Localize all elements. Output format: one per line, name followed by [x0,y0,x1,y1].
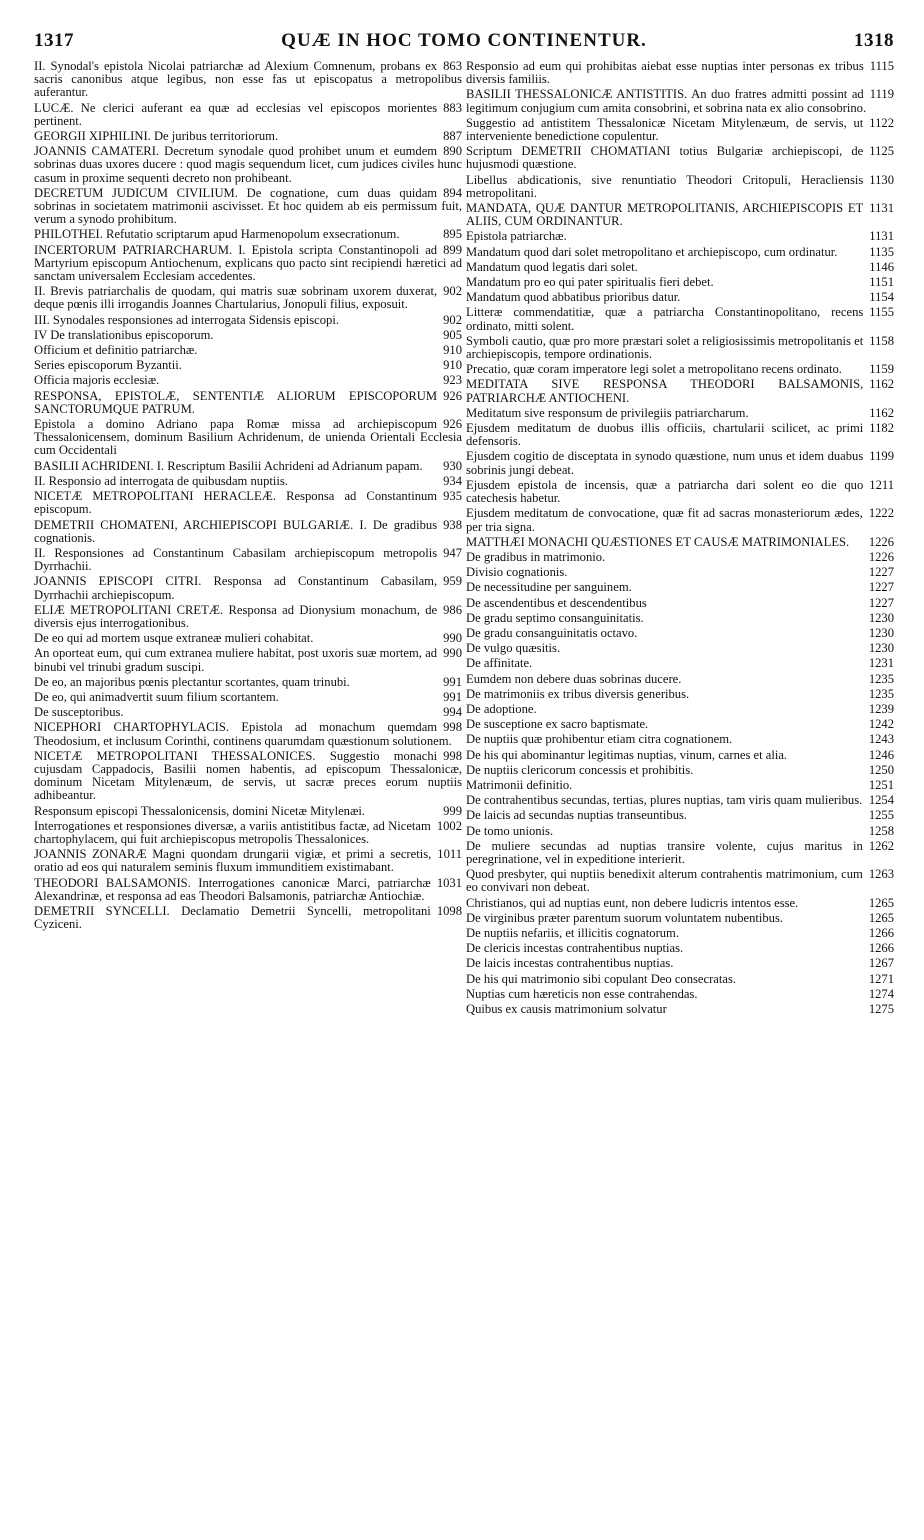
contents-entry [466,378,894,404]
contents-entry [466,897,894,910]
entry-page-number: 1226 [868,549,894,564]
contents-entry [466,642,894,655]
entry-text: De nuptiis quæ prohibentur etiam citra cognationem. [466,732,733,747]
running-header [34,30,894,58]
entry-text: De nuptiis clericorum concessis et prohibitis. [466,762,694,777]
contents-entry [34,490,462,516]
contents-entry [466,291,894,304]
entry-text: Symboli cautio, quæ pro more præstari solet a religiosissimis metropolitanis et archiepiscopis, tempore ordinationis. [466,333,864,362]
entry-page-number: 1255 [868,808,894,823]
contents-entry [34,647,462,673]
entry-text: JOANNIS ZONARÆ Magni quondam drungarii vigiæ, et primi a secretis, oratio ad eos qui naturalem seminis fluxum immunditiem existimabant. [34,847,432,875]
contents-entry [466,794,894,807]
entry-text: De ascendentibus et descendentibus [466,595,647,610]
entry-page-number: 1275 [868,1002,894,1016]
entry-page-number: 991 [443,674,462,689]
entry-page-number: 990 [443,646,462,661]
entry-text: Mandatum pro eo qui pater spiritualis fieri debet. [466,275,714,290]
contents-entry [466,988,894,1001]
contents-entry [34,706,462,719]
entry-page-number: 1246 [868,747,894,762]
entry-text: De tomo unionis. [466,823,554,838]
contents-entry [34,721,462,747]
contents-entry [466,246,894,259]
contents-entry [34,547,462,573]
contents-entry [466,306,894,332]
contents-entry [34,848,462,874]
entry-page-number: 883 [443,100,462,115]
contents-entry [466,202,894,228]
entry-page-number: 1254 [868,793,894,808]
entry-text: Quod presbyter, qui nuptiis benedixit alterum contrahentis matrimonium, cum eo convivari non debeat. [466,867,863,895]
contents-entry [34,359,462,372]
contents-entry [466,688,894,701]
contents-entry [34,820,462,846]
contents-entry [34,460,462,473]
entry-text: MANDATA, QUÆ DANTUR METROPOLITANIS, ARCHIEPISCOPIS ET ALIIS, CUM ORDINANTUR. [466,201,864,229]
entry-page-number: 1131 [869,229,894,244]
entry-text: De nuptiis nefariis, et illicitis cognatorum. [466,925,679,940]
entry-page-number: 1159 [869,362,894,377]
entry-page-number: 1131 [869,201,894,216]
entry-page-number: 1271 [868,971,894,986]
entry-text: III. Synodales responsiones ad interrogata Sidensis episcopi. [34,312,339,327]
left-column [34,60,462,1018]
entry-text: De affinitate. [466,656,533,671]
entry-page-number: 1130 [869,172,894,187]
entry-text: ELIÆ METROPOLITANI CRETÆ. Responsa ad Dionysium monachum, de diversis ejus interrogationibus. [34,602,438,630]
entry-text: Quibus ex causis matrimonium solvatur [466,1002,667,1016]
entry-page-number: 1151 [869,275,894,290]
contents-entry [34,130,462,143]
entry-text: II. Brevis patriarchalis de quodam, qui matris suæ sobrinam uxorem duxerat, deque pœnis illi irrogandis Joannes Chartularius, Jonopuli filius, exposuit. [34,284,438,312]
entry-text: Ejusdem cogitio de disceptata in synodo quæstione, num unus et idem duabus sobrinis jungi debeat. [466,449,864,477]
entry-text: De susceptione ex sacro baptismate. [466,717,649,732]
entry-text: DECRETUM JUDICUM CIVILIUM. De cognatione, cum duas quidam sobrinas in societatem matrimonii ascivisset. Et hoc quidem ab eis permissum fuit, verum a synodo prohibitum. [34,185,462,227]
entry-text: Christianos, qui ad nuptias eunt, non debere ludicris intentos esse. [466,895,799,910]
entry-text: De vulgo quæsitis. [466,641,561,656]
entry-page-number: 1182 [869,421,894,436]
contents-entry [466,927,894,940]
entry-text: Ejusdem meditatum de convocatione, quæ fit ad sacras monasteriorum ædes, per tria signa. [466,506,863,534]
entry-text: DEMETRII CHOMATENI, ARCHIEPISCOPI BULGARIÆ. I. De gradibus cognationis. [34,517,438,545]
entry-page-number: 1146 [869,259,894,274]
contents-entry [466,230,894,243]
contents-entry [466,868,894,894]
contents-entry [466,612,894,625]
entry-page-number: 1235 [868,671,894,686]
contents-entry [466,566,894,579]
contents-entry [466,840,894,866]
entry-text: II. Responsio ad interrogata de quibusdam nuptiis. [34,473,288,488]
contents-entry [34,145,462,185]
entry-text: II. Responsiones ad Constantinum Cabasilam archiepiscopum metropolis Dyrrhachii. [34,545,438,574]
entry-text: LUCÆ. Ne clerici auferant ea quæ ad ecclesias vel episcopos morientes pertinent. [34,100,438,128]
entry-page-number: 905 [443,327,462,342]
entry-text: Precatio, quæ coram imperatore legi solet a metropolitano recens ordinato. [466,362,842,377]
entry-text: II. Synodal's epistola Nicolai patriarchæ ad Alexium Comnenum, probans ex sacris canonibus atque legibus, non esse fas ut episcopatus a metropolibus auferantur. [34,59,462,100]
contents-entry [466,779,894,792]
running-title: QUÆ IN HOC TOMO CONTINENTUR. [281,30,647,51]
contents-entry [34,632,462,645]
contents-entry [34,314,462,327]
entry-text: De clericis incestas contrahentibus nuptias. [466,941,684,956]
entry-text: Mandatum quod abbatibus prioribus datur. [466,290,681,305]
entry-text: Responsio ad eum qui prohibitas aiebat esse nuptias inter personas ex tribus diversis familiis. [466,59,864,87]
entry-text: NICETÆ METROPOLITANI HERACLEÆ. Responsa ad Constantinum episcopum. [34,489,438,517]
contents-entry [466,957,894,970]
entry-page-number: 935 [443,489,462,504]
entry-page-number: 910 [443,343,462,358]
entry-text: Series episcoporum Byzantii. [34,358,182,373]
entry-page-number: 1222 [868,506,894,521]
contents-entry [34,418,462,458]
entry-page-number: 902 [443,312,462,327]
entry-text: De susceptoribus. [34,705,124,720]
entry-text: De eo qui ad mortem usque extraneæ mulieri cohabitat. [34,631,314,646]
entry-page-number: 1031 [436,875,462,890]
entry-text: De eo, an majoribus pœnis plectantur scortantes, quam trinubi. [34,674,350,689]
contents-entry [466,1003,894,1016]
entry-page-number: 1122 [869,115,894,130]
contents-entry [34,604,462,630]
contents-entry [466,261,894,274]
entry-page-number: 934 [443,473,462,488]
entry-page-number: 1226 [868,534,894,549]
entry-text: NICEPHORI CHARTOPHYLACIS. Epistola ad monachum quemdam Theodosium, et inclusum Corinthi, continens quarumdam quæstionum solutionem. [34,720,452,748]
entry-text: Meditatum sive responsum de privilegiis patriarcharum. [466,405,749,420]
entry-text: Libellus abdicationis, sive renuntiatio Theodori Critopuli, Heracliensis metropolitani. [466,172,864,200]
entry-page-number: 1250 [868,762,894,777]
entry-page-number: 1230 [868,610,894,625]
entry-page-number: 1211 [869,477,894,492]
entry-text: Epistola a domino Adriano papa Romæ missa ad archiepiscopum Thessalonicensem, dominum Basilium Achridenum, de unienda Orientali Ecclesia cum Occidentali [34,417,462,458]
entry-text: Ejusdem epistola de incensis, quæ a patriarcha dari solent eo die quo catechesis habetur. [466,477,864,506]
entry-page-number: 895 [443,227,462,242]
entry-page-number: 1239 [868,701,894,716]
contents-entry [34,244,462,284]
entry-page-number: 930 [443,458,462,473]
contents-entry [34,344,462,357]
entry-page-number: 887 [443,129,462,144]
entry-text: BASILII ACHRIDENI. I. Rescriptum Basilii Achrideni ad Adrianum papam. [34,458,423,473]
entry-page-number: 998 [443,720,462,735]
contents-entry [466,809,894,822]
entry-text: Officia majoris ecclesiæ. [34,373,160,388]
entry-page-number: 1242 [868,717,894,732]
entry-page-number: 1115 [869,59,894,73]
contents-entry [466,703,894,716]
contents-entry [34,676,462,689]
entry-text: De necessitudine per sanguinem. [466,580,632,595]
contents-entry [466,825,894,838]
entry-page-number: 926 [443,417,462,432]
entry-page-number: 998 [443,748,462,763]
entry-page-number: 1119 [869,87,894,102]
contents-entry [34,390,462,416]
entry-page-number: 1155 [869,305,894,320]
contents-entry [34,575,462,601]
entry-page-number: 947 [443,545,462,560]
entry-text: THEODORI BALSAMONIS. Interrogationes canonicæ Marci, patriarchæ Alexandrinæ, et responsa ad eas Theodori Balsamonis, patriarchæ Antiochiæ. [34,875,431,903]
left-page-number: 1317 [34,30,74,51]
contents-entry [34,691,462,704]
entry-text: JOANNIS CAMATERI. Decretum synodale quod prohibet unum et eumdem sobrinas duas uxores ducere : quod magis sequendum licet, cum judices civiles hunc casum in proxime sequenti decreto non prohibeant. [34,144,462,185]
contents-entry [466,117,894,143]
contents-entry [466,551,894,564]
entry-text: De virginibus præter parentum suorum voluntatem nubentibus. [466,910,784,925]
entry-page-number: 1227 [868,595,894,610]
contents-entry [34,877,462,903]
contents-entry [34,60,462,100]
entry-text: Officium et definitio patriarchæ. [34,343,198,358]
contents-entry [34,329,462,342]
entry-page-number: 1162 [869,377,894,392]
entry-page-number: 1235 [868,686,894,701]
entry-text: BASILII THESSALONICÆ ANTISTITIS. An duo fratres admitti possint ad legitimum conjugium cum amita consobrini, et sobrina nata ex alio consobrino. [466,87,867,115]
contents-entry [466,422,894,448]
entry-page-number: 894 [443,185,462,200]
contents-entry [466,597,894,610]
contents-entry [466,673,894,686]
contents-entry [34,187,462,227]
entry-text: PHILOTHEI. Refutatio scriptarum apud Harmenopolum exsecrationum. [34,227,400,242]
entry-page-number: 1265 [868,895,894,910]
entry-page-number: 910 [443,358,462,373]
entry-page-number: 986 [443,602,462,617]
entry-text: NICETÆ METROPOLITANI THESSALONICES. Suggestio monachi cujusdam Cappadocis, Basilii nomen habentis, ad episcopum Thessalonicæ, dominum Nicetam Mitylenæum, de servis, ut sacræ preces eorum nuptiis adhibeantur. [34,748,462,803]
entry-text: Interrogationes et responsiones diversæ, a variis antistitibus factæ, ad Nicetam chartophylacem, qui fuit archiepiscopus metropolis Thessalonices. [34,818,431,846]
entry-page-number: 1199 [869,449,894,464]
entry-text: De gradu consanguinitatis octavo. [466,625,638,640]
right-column [466,60,894,1018]
contents-entry [466,276,894,289]
contents-entry [466,479,894,505]
entry-page-number: 890 [443,144,462,159]
contents-entry [466,407,894,420]
entry-page-number: 991 [443,689,462,704]
entry-text: De eo, qui animadvertit suum filium scortantem. [34,689,279,704]
entry-page-number: 1227 [868,565,894,580]
entry-text: Matrimonii definitio. [466,777,573,792]
entry-page-number: 899 [443,242,462,257]
entry-page-number: 1265 [868,910,894,925]
entry-page-number: 1098 [436,903,462,918]
entry-text: Responsum episcopi Thessalonicensis, domini Nicetæ Mitylenæi. [34,803,366,818]
entry-text: De laicis incestas contrahentibus nuptias. [466,956,674,971]
entry-page-number: 1154 [869,290,894,305]
contents-entry [34,905,462,931]
entry-page-number: 1158 [869,333,894,348]
contents-entry [34,805,462,818]
entry-page-number: 1262 [868,838,894,853]
contents-entry [34,475,462,488]
entry-page-number: 1243 [868,732,894,747]
entry-text: Suggestio ad antistitem Thessalonicæ Nicetam Mitylenæum, de servis, ut interveniente benedictione copulentur. [466,115,864,144]
contents-entry [466,942,894,955]
contents-entry [34,102,462,128]
entry-text: DEMETRII SYNCELLI. Declamatio Demetrii Syncelli, metropolitani Cyziceni. [34,903,431,932]
entry-text: INCERTORUM PATRIARCHARUM. I. Epistola scripta Constantinopoli ad Martyrium episcopum Antiochenum, explicans quo pacto sint recipiendi hæretici ad sanctam universalem Ecclesiam accedentes. [34,242,462,284]
right-page-number: 1318 [853,30,894,51]
entry-text: Eumdem non debere duas sobrinas ducere. [466,671,682,686]
contents-entry [466,657,894,670]
entry-page-number: 1263 [868,867,894,882]
entry-text: De adoptione. [466,701,537,716]
entry-page-number: 959 [443,574,462,589]
entry-page-number: 923 [443,373,462,388]
entry-page-number: 999 [443,803,462,818]
entry-text: De contrahentibus secundas, tertias, plures nuptias, tam viris quam mulieribus. [466,793,863,808]
contents-entry [466,60,894,86]
contents-entry [466,718,894,731]
entry-page-number: 1230 [868,625,894,640]
entry-text: Scriptum DEMETRII CHOMATIANI totius Bulgariæ archiepiscopi, de hujusmodi quæstione. [466,144,864,172]
entry-text: Epistola patriarchæ. [466,229,567,244]
entry-page-number: 1002 [436,818,462,833]
entry-page-number: 1227 [868,580,894,595]
entry-text: De gradibus in matrimonio. [466,549,606,564]
contents-entry [466,507,894,533]
entry-page-number: 1011 [437,847,462,862]
entry-text: Nuptias cum hæreticis non esse contrahendas. [466,986,698,1001]
entry-text: MEDITATA SIVE RESPONSA THEODORI BALSAMONIS, PATRIARCHÆ ANTIOCHENI. [466,377,864,405]
entry-text: Litteræ commendatitiæ, quæ a patriarcha Constantinopolitano, recens ordinato, mitti solent. [466,305,864,333]
contents-entry [466,363,894,376]
contents-entry [34,228,462,241]
entry-page-number: 1267 [868,956,894,971]
contents-entry [466,450,894,476]
contents-entry [466,88,894,114]
contents-entry [466,174,894,200]
contents-entry [466,145,894,171]
entry-page-number: 1274 [868,986,894,1001]
entry-text: De gradu septimo consanguinitatis. [466,610,644,625]
entry-page-number: 863 [443,59,462,73]
entry-text: IV De translationibus episcoporum. [34,327,214,342]
entry-text: JOANNIS EPISCOPI CITRI. Responsa ad Constantinum Cabasilam, Dyrrhachii archiepiscopum. [34,574,438,602]
entry-text: Mandatum quod dari solet metropolitano et archiepiscopo, cum ordinatur. [466,244,838,259]
entry-page-number: 1266 [868,941,894,956]
entry-page-number: 1125 [869,144,894,159]
entry-page-number: 1162 [869,405,894,420]
entry-text: De his qui matrimonio sibi copulant Deo consecratas. [466,971,737,986]
entry-text: De muliere secundas ad nuptias transire volente, cujus maritus in peregrinatione, vel in expeditione interierit. [466,838,863,866]
entry-page-number: 1266 [868,925,894,940]
entry-page-number: 994 [443,705,462,720]
entry-text: An oporteat eum, qui cum extranea muliere habitat, post uxoris suæ mortem, ad binubi vel trinubi gradum suscipi. [34,646,438,674]
contents-entry [466,335,894,361]
entry-text: Divisio cognationis. [466,565,568,580]
entry-page-number: 926 [443,388,462,403]
contents-entry [466,536,894,549]
entry-text: Ejusdem meditatum de duobus illis officiis, chartularii scilicet, ac primi defensoris. [466,421,864,449]
contents-entry [34,519,462,545]
entry-page-number: 902 [443,284,462,299]
contents-entry [34,374,462,387]
entry-page-number: 1251 [868,777,894,792]
entry-text: Mandatum quod legatis dari solet. [466,259,638,274]
entry-text: RESPONSA, EPISTOLÆ, SENTENTIÆ ALIORUM EPISCOPORUM SANCTORUMQUE PATRUM. [34,388,438,416]
entry-text: De matrimoniis ex tribus diversis generibus. [466,686,690,701]
entry-page-number: 1230 [868,641,894,656]
contents-entry [466,749,894,762]
entry-page-number: 1258 [868,823,894,838]
contents-entry [466,764,894,777]
entry-page-number: 990 [443,631,462,646]
entry-text: De his qui abominantur legitimas nuptias, vinum, carnes et alia. [466,747,788,762]
entry-page-number: 1231 [868,656,894,671]
entry-text: De laicis ad secundas nuptias transeuntibus. [466,808,688,823]
contents-entry [34,285,462,311]
contents-entry [466,581,894,594]
contents-entry [466,973,894,986]
entry-page-number: 1135 [869,244,894,259]
contents-entry [466,912,894,925]
entry-page-number: 938 [443,517,462,532]
contents-entry [34,750,462,803]
entry-text: MATTHÆI MONACHI QUÆSTIONES ET CAUSÆ MATRIMONIALES. [466,534,850,549]
entry-text: GEORGII XIPHILINI. De juribus territoriorum. [34,129,279,144]
contents-columns [34,60,894,1018]
contents-entry [466,733,894,746]
contents-entry [466,627,894,640]
